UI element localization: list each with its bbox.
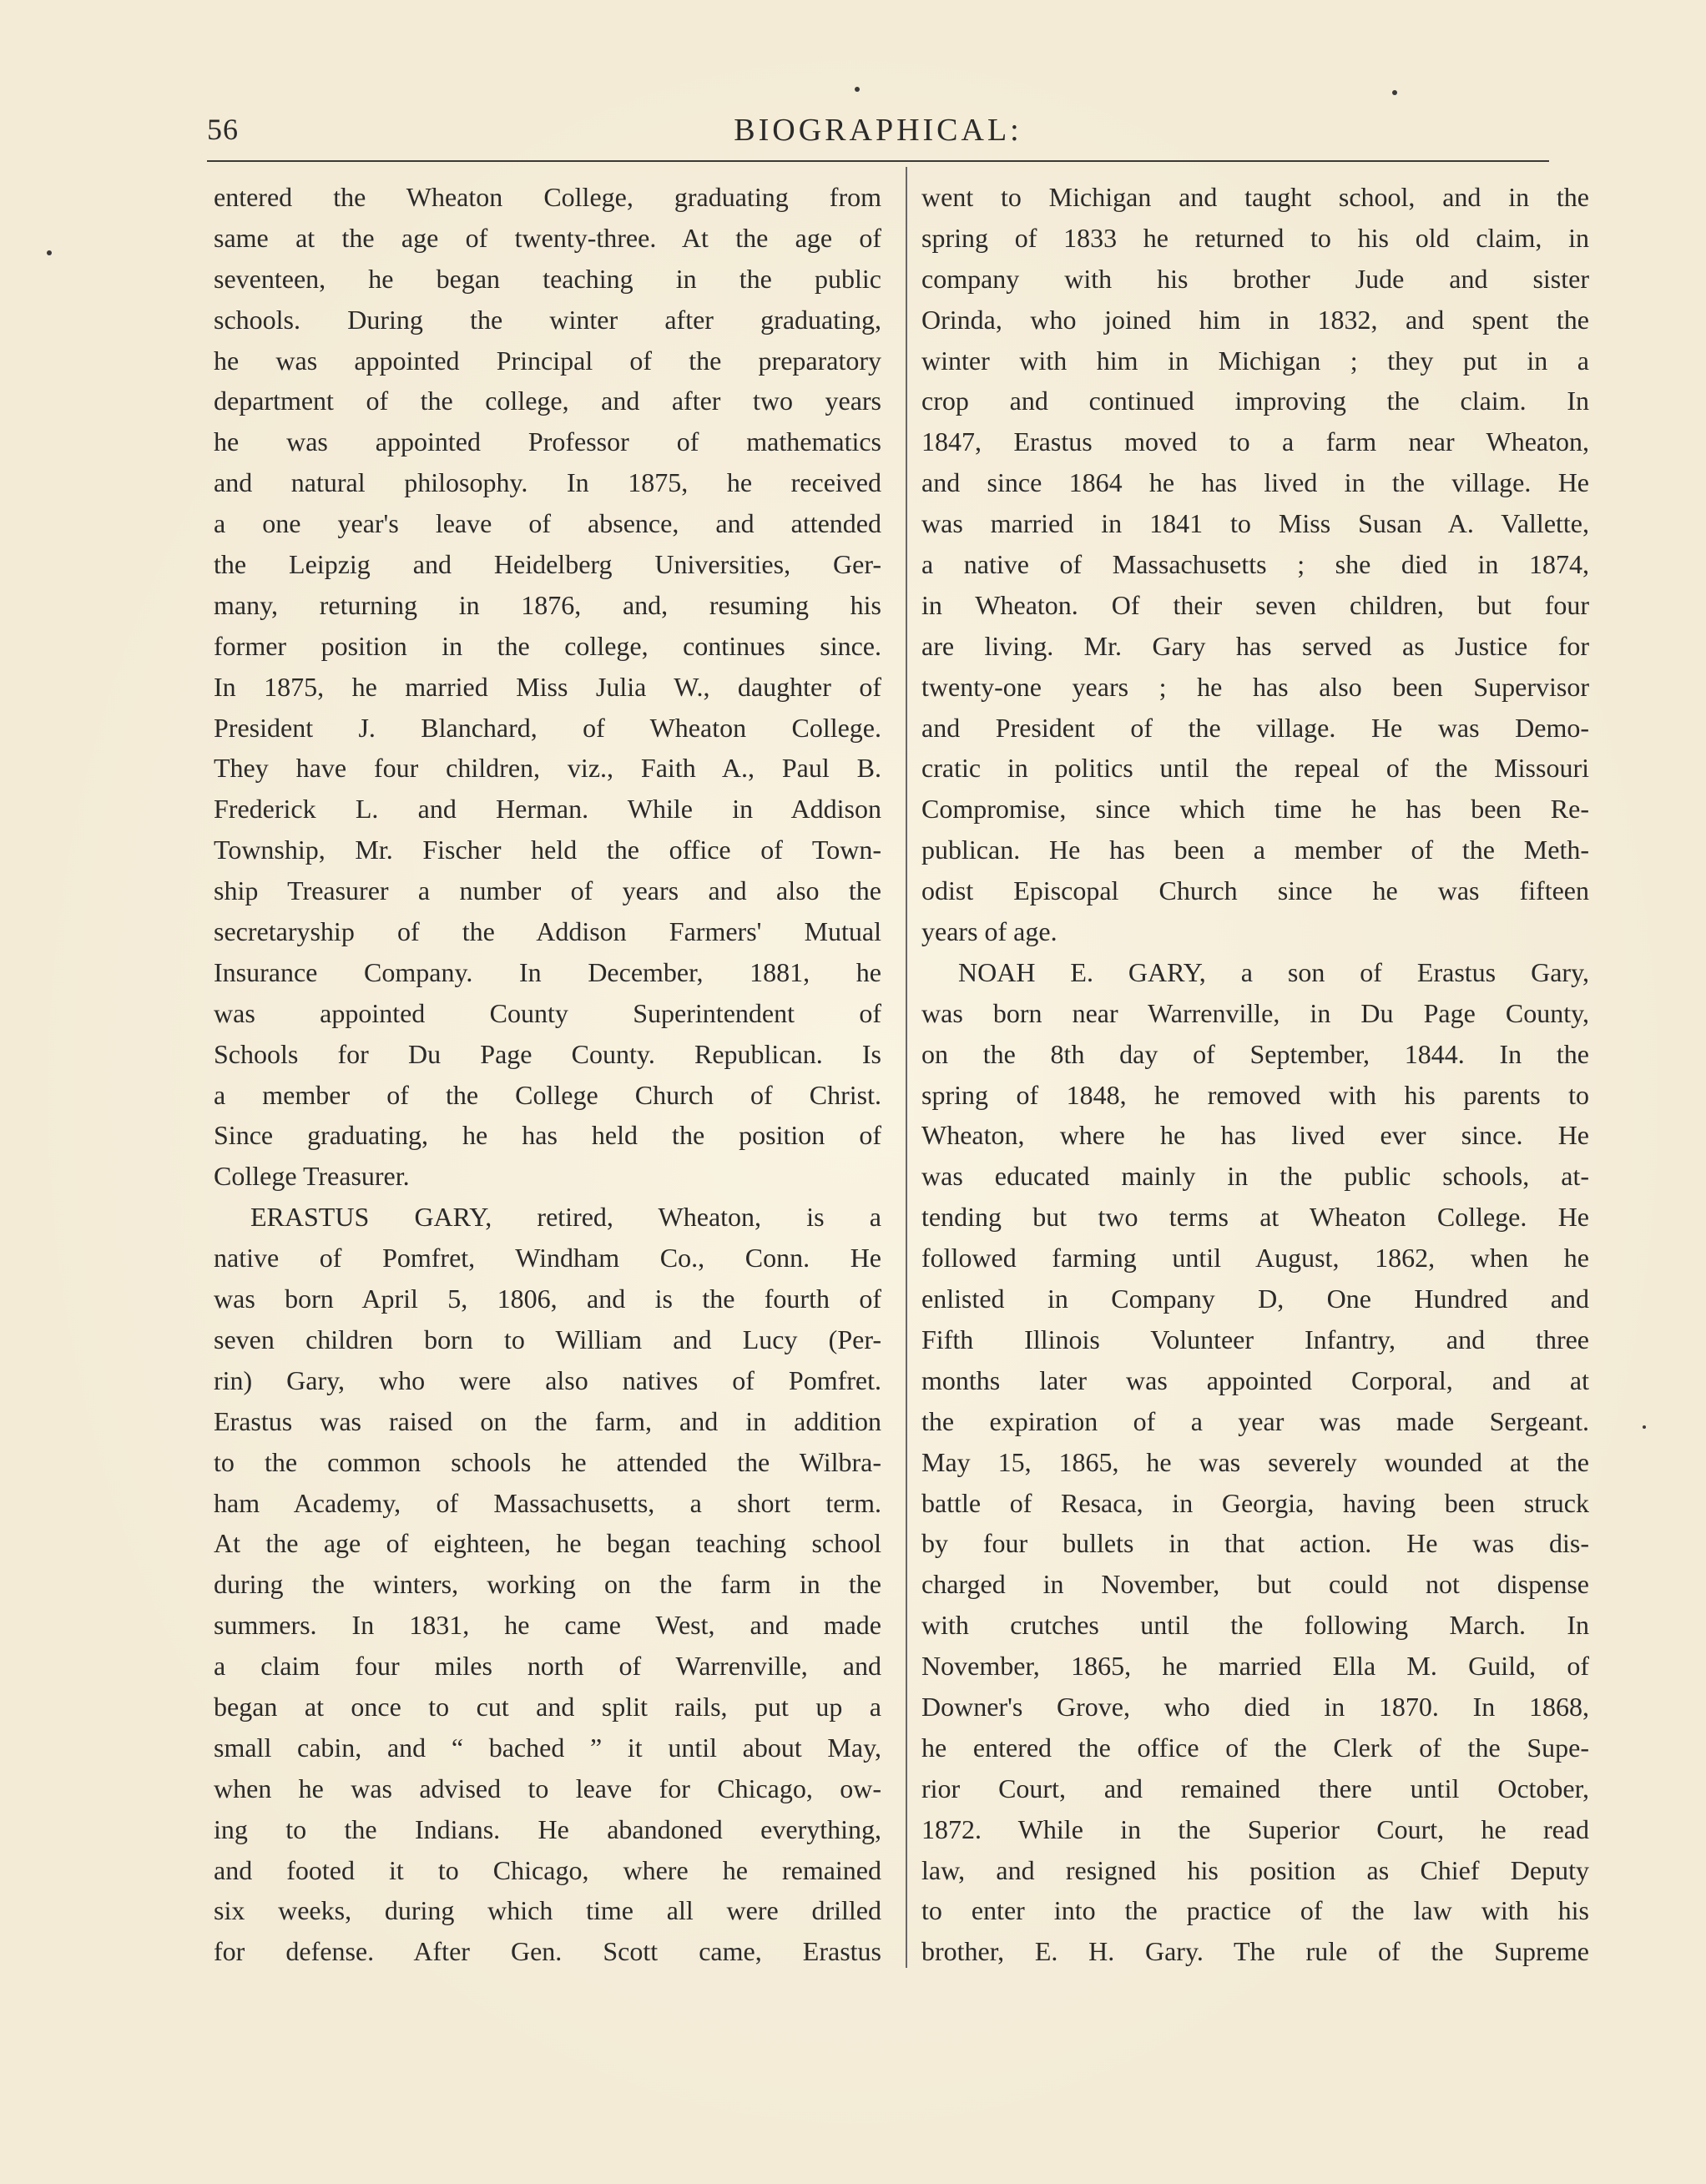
text-line: for defense. After Gen. Scott came, Erastus bbox=[214, 1936, 881, 1967]
text-line: tending but two terms at Wheaton College. He bbox=[921, 1202, 1589, 1233]
text-line: many, returning in 1876, and, resuming his bbox=[214, 589, 881, 620]
text-line: was educated mainly in the public schools, at- bbox=[921, 1161, 1589, 1192]
text-line: Insurance Company. In December, 1881, he bbox=[214, 956, 881, 987]
print-speck bbox=[1643, 1425, 1646, 1429]
text-line: and President of the village. He was Demo- bbox=[921, 712, 1589, 743]
text-line: are living. Mr. Gary has served as Justice for bbox=[921, 630, 1589, 661]
running-head: BIOGRAPHICAL: bbox=[734, 113, 1022, 148]
text-line: was born near Warrenville, in Du Page County, bbox=[921, 997, 1589, 1028]
text-line: rior Court, and remained there until October, bbox=[921, 1773, 1589, 1803]
text-line: native of Pomfret, Windham Co., Conn. He bbox=[214, 1243, 881, 1274]
text-line: enlisted in Company D, One Hundred and bbox=[921, 1284, 1589, 1314]
right-column bbox=[921, 177, 1589, 1972]
text-line: Schools for Du Page County. Republican. Is bbox=[214, 1038, 881, 1069]
text-line: to the common schools he attended the Wilbra- bbox=[214, 1446, 881, 1477]
text-line: ing to the Indians. He abandoned everything, bbox=[214, 1813, 881, 1844]
text-line: small cabin, and “ bached ” it until about May, bbox=[214, 1732, 881, 1763]
text-line: six weeks, during which time all were drilled bbox=[214, 1895, 881, 1926]
text-line: he was appointed Principal of the preparatory bbox=[214, 345, 881, 376]
left-column bbox=[214, 177, 881, 1972]
text-line: was appointed County Superintendent of bbox=[214, 997, 881, 1028]
text-line: entered the Wheaton College, graduating from bbox=[214, 182, 881, 212]
text-line: to enter into the practice of the law with his bbox=[921, 1895, 1589, 1926]
text-line: Erastus was raised on the farm, and in addition bbox=[214, 1405, 881, 1436]
text-line: began at once to cut and split rails, put up a bbox=[214, 1691, 881, 1722]
text-line: a native of Massachusetts ; she died in 1874, bbox=[921, 549, 1589, 580]
text-line: with crutches until the following March. In bbox=[921, 1610, 1589, 1641]
text-line: schools. During the winter after graduating, bbox=[214, 304, 881, 335]
text-line: odist Episcopal Church since he was fifteen bbox=[921, 875, 1589, 906]
text-line: company with his brother Jude and sister bbox=[921, 263, 1589, 294]
text-line: College Treasurer. bbox=[214, 1161, 410, 1192]
text-line: May 15, 1865, he was severely wounded at the bbox=[921, 1446, 1589, 1477]
header-rule bbox=[207, 160, 1549, 162]
page-number: 56 bbox=[207, 113, 239, 146]
text-line: on the 8th day of September, 1844. In the bbox=[921, 1038, 1589, 1069]
text-line: law, and resigned his position as Chief Deputy bbox=[921, 1854, 1589, 1885]
text-line: he was appointed Professor of mathematics bbox=[214, 426, 881, 457]
text-line: years of age. bbox=[921, 916, 1057, 947]
text-line: crop and continued improving the claim. In bbox=[921, 386, 1589, 416]
text-line: and natural philosophy. In 1875, he received bbox=[214, 467, 881, 498]
text-line: In 1875, he married Miss Julia W., daughter of bbox=[214, 671, 881, 702]
text-line: 1872. While in the Superior Court, he read bbox=[921, 1813, 1589, 1844]
text-line: November, 1865, he married Ella M. Guild, of bbox=[921, 1651, 1589, 1682]
text-line: went to Michigan and taught school, and in the bbox=[921, 182, 1589, 212]
text-line: the expiration of a year was made Sergeant. bbox=[921, 1405, 1589, 1436]
text-line: Since graduating, he has held the position of bbox=[214, 1120, 881, 1151]
column-divider bbox=[906, 167, 907, 1968]
text-line: brother, E. H. Gary. The rule of the Supreme bbox=[921, 1936, 1589, 1967]
text-line: when he was advised to leave for Chicago, ow- bbox=[214, 1773, 881, 1803]
text-line: charged in November, but could not dispense bbox=[921, 1569, 1589, 1600]
text-line: spring of 1848, he removed with his parents to bbox=[921, 1079, 1589, 1110]
text-line: in Wheaton. Of their seven children, but four bbox=[921, 589, 1589, 620]
text-line: ERASTUS GARY, retired, Wheaton, is a bbox=[250, 1202, 881, 1233]
text-line: NOAH E. GARY, a son of Erastus Gary, bbox=[958, 956, 1589, 987]
text-line: seventeen, he began teaching in the public bbox=[214, 263, 881, 294]
text-line: was born April 5, 1806, and is the fourth of bbox=[214, 1284, 881, 1314]
text-line: ham Academy, of Massachusetts, a short term. bbox=[214, 1487, 881, 1518]
print-speck bbox=[47, 250, 52, 255]
text-line: followed farming until August, 1862, when he bbox=[921, 1243, 1589, 1274]
text-line: They have four children, viz., Faith A., Paul B. bbox=[214, 753, 881, 784]
text-line: At the age of eighteen, he began teaching school bbox=[214, 1528, 881, 1559]
text-line: spring of 1833 he returned to his old claim, in bbox=[921, 222, 1589, 253]
text-line: Wheaton, where he has lived ever since. He bbox=[921, 1120, 1589, 1151]
text-line: summers. In 1831, he came West, and made bbox=[214, 1610, 881, 1641]
text-line: battle of Resaca, in Georgia, having been struck bbox=[921, 1487, 1589, 1518]
text-line: winter with him in Michigan ; they put in a bbox=[921, 345, 1589, 376]
text-line: twenty-one years ; he has also been Supervisor bbox=[921, 671, 1589, 702]
text-line: ship Treasurer a number of years and also the bbox=[214, 875, 881, 906]
text-line: by four bullets in that action. He was dis- bbox=[921, 1528, 1589, 1559]
text-line: rin) Gary, who were also natives of Pomfret. bbox=[214, 1364, 881, 1395]
text-line: the Leipzig and Heidelberg Universities, Ger- bbox=[214, 549, 881, 580]
print-speck bbox=[855, 87, 860, 92]
text-line: seven children born to William and Lucy (Per- bbox=[214, 1324, 881, 1354]
text-line: he entered the office of the Clerk of the Supe- bbox=[921, 1732, 1589, 1763]
text-line: department of the college, and after two years bbox=[214, 386, 881, 416]
text-line: former position in the college, continues since. bbox=[214, 630, 881, 661]
text-line: and footed it to Chicago, where he remained bbox=[214, 1854, 881, 1885]
text-line: and since 1864 he has lived in the village. He bbox=[921, 467, 1589, 498]
text-line: 1847, Erastus moved to a farm near Wheaton, bbox=[921, 426, 1589, 457]
text-line: President J. Blanchard, of Wheaton College. bbox=[214, 712, 881, 743]
text-line: Downer's Grove, who died in 1870. In 1868, bbox=[921, 1691, 1589, 1722]
text-line: Frederick L. and Herman. While in Addison bbox=[214, 794, 881, 825]
text-line: a claim four miles north of Warrenville, and bbox=[214, 1651, 881, 1682]
text-line: Township, Mr. Fischer held the office of Town- bbox=[214, 835, 881, 865]
page-header bbox=[207, 102, 1549, 160]
text-line: Compromise, since which time he has been Re- bbox=[921, 794, 1589, 825]
text-line: secretaryship of the Addison Farmers' Mutual bbox=[214, 916, 881, 947]
text-line: during the winters, working on the farm in the bbox=[214, 1569, 881, 1600]
text-line: Orinda, who joined him in 1832, and spent the bbox=[921, 304, 1589, 335]
print-speck bbox=[1392, 90, 1397, 95]
text-line: Fifth Illinois Volunteer Infantry, and three bbox=[921, 1324, 1589, 1354]
text-line: publican. He has been a member of the Meth- bbox=[921, 835, 1589, 865]
text-line: same at the age of twenty-three. At the age of bbox=[214, 222, 881, 253]
text-line: a member of the College Church of Christ. bbox=[214, 1079, 881, 1110]
text-line: was married in 1841 to Miss Susan A. Vallette, bbox=[921, 508, 1589, 539]
text-line: a one year's leave of absence, and attended bbox=[214, 508, 881, 539]
text-line: months later was appointed Corporal, and at bbox=[921, 1364, 1589, 1395]
text-line: cratic in politics until the repeal of the Missouri bbox=[921, 753, 1589, 784]
